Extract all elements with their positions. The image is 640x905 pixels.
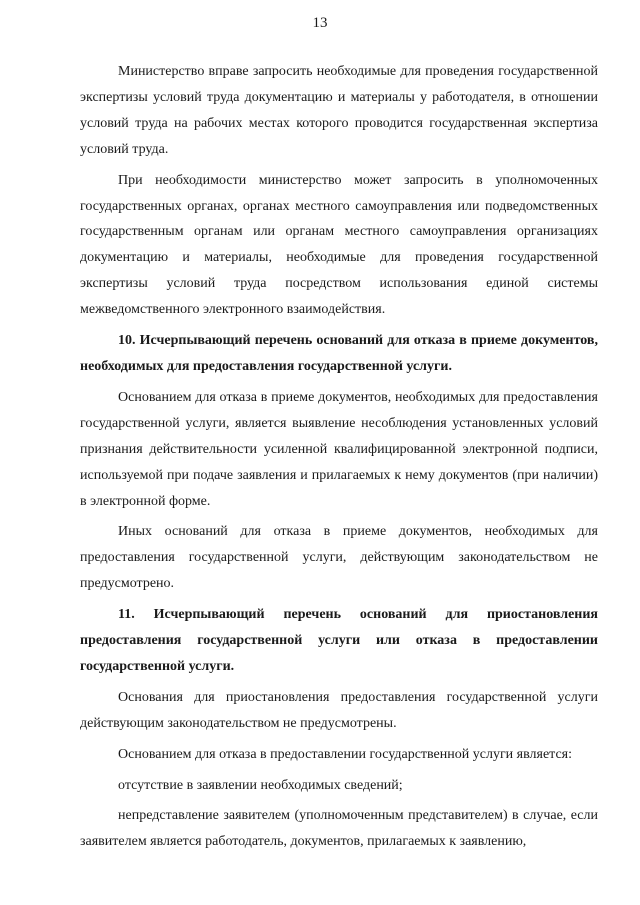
paragraph-ministry-request: Министерство вправе запросить необходимые для проведения государственной экспертизы условий труда документацию и материалы у работодателя, в отношении условий труда на рабочих местах которого проводится государственная экспертиза условий труда.	[80, 64, 598, 157]
section-heading-10: 10. Исчерпывающий перечень оснований для отказа в приеме документов, необходимых для предоставления государственной услуги.	[80, 333, 598, 374]
list-item-missing-info: отсутствие в заявлении необходимых сведений;	[118, 777, 403, 793]
section-heading-11: 11. Исчерпывающий перечень оснований для приостановления предоставления государственной услуги или отказа в предоставлении государственной услуги.	[80, 607, 598, 674]
document-body	[80, 54, 598, 855]
paragraph-refusal-intro: Основанием для отказа в предоставлении государственной услуги является:	[118, 746, 573, 762]
paragraph-interagency-request: При необходимости министерство может запросить в уполномоченных государственных органах, органах местного самоуправления или подведомственных государственным органам или органам местного самоуправления организациях документацию и материалы, необходимые для проведения государственной экспертизы условий труда посредством использования единой системы межведомственного электронного взаимодействия.	[80, 172, 598, 318]
page-number: 13	[312, 15, 328, 31]
paragraph-refusal-ground: Основанием для отказа в приеме документов, необходимых для предоставления государственной услуги, является выявление несоблюдения установленных условий признания действительности усиленной квалифицированной электронной подписи, используемой при подаче заявления и прилагаемых к нему документов (при наличии) в электронной форме.	[80, 389, 598, 509]
list-item-non-submission: непредставление заявителем (уполномоченным представителем) в случае, если заявителем является работодатель, документов, прилагаемых к заявлению,	[80, 808, 598, 850]
paragraph-no-other-grounds: Иных оснований для отказа в приеме документов, необходимых для предоставления государственной услуги, действующим законодательством не предусмотрено.	[80, 524, 598, 592]
paragraph-suspension-grounds: Основания для приостановления предоставления государственной услуги действующим законодательством не предусмотрены.	[80, 689, 598, 731]
